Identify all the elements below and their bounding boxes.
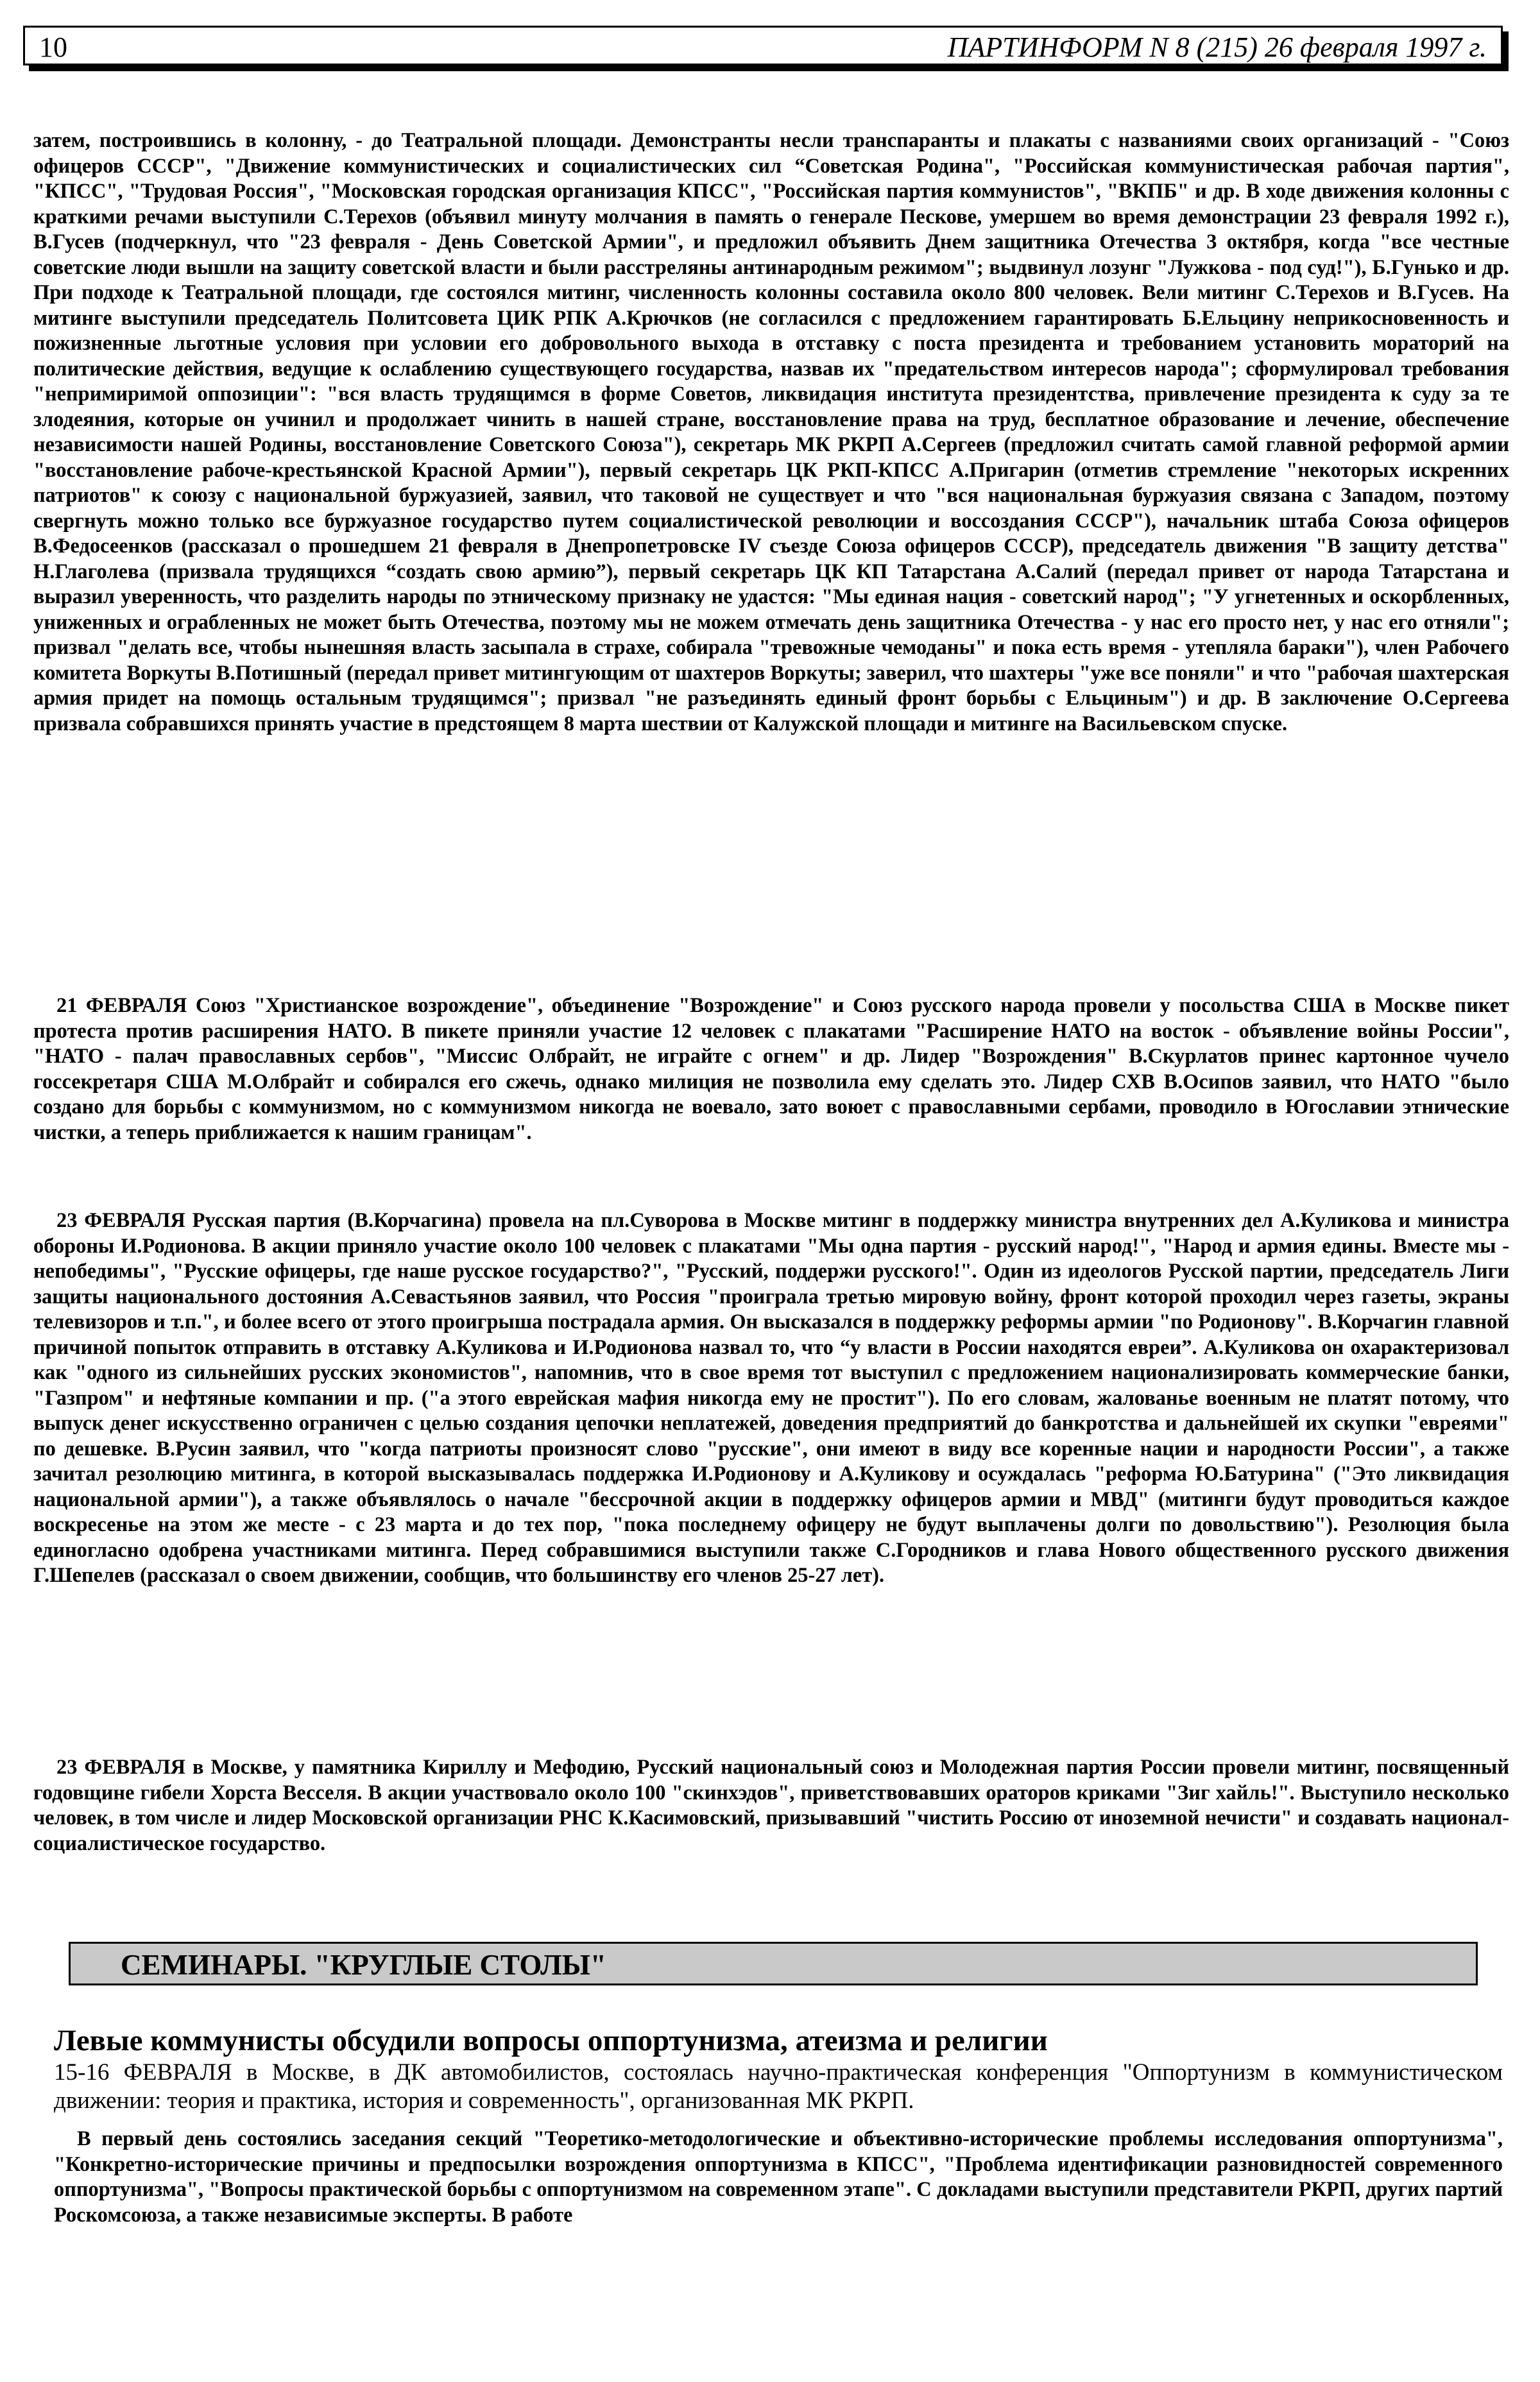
section-title: СЕМИНАРЫ. "КРУГЛЫЕ СТОЛЫ": [121, 1949, 606, 1981]
paragraph-text: 21 ФЕВРАЛЯ Союз "Христианское возрождение", объединение "Возрождение" и Союз русского народа провели у посольства США в Москве пикет протеста против расширения НАТО. В пикете приняли участие 12 человек с плакатами "Расширение НАТО на восток - объявление войны России", "НАТО - палач православных сербов", "Миссис Олбрайт, не играйте с огнем" и др. Лидер "Возрождения" В.Скурлатов принес картонное чучело госсекретаря США М.Олбрайт и собирался его сжечь, однако милиция не позволила ему сделать это. Лидер СХВ В.Осипов заявил, что НАТО "было создано для борьбы с коммунизмом, но с коммунизмом никогда не воевало, зато воюет с православными сербами, проводило в Югославии этнические чистки, а теперь приближается к нашим границам".: [33, 994, 1509, 1144]
issue-title: ПАРТИНФОРМ N 8 (215) 26 февраля 1997 г.: [947, 31, 1487, 63]
section-banner: [69, 1942, 1478, 1985]
article-body-text: В первый день состоялись заседания секций "Теоретико-методологические и объективно-исторические проблемы исследования оппортунизма", "Конкретно-исторические причины и предпосылки возрождения оппортунизма в КПСС", "Проблема идентификации разновидностей современного оппортунизма", "Вопросы практической борьбы с оппортунизмом на современном этапе". С докладами выступили представители РКРП, других партий Роскомсоюза, а также независимые эксперты. В работе: [54, 2127, 1503, 2227]
paragraph-text: 23 ФЕВРАЛЯ Русская партия (В.Корчагина) провела на пл.Суворова в Москве митинг в поддержку министра внутренних дел А.Куликова и министра обороны И.Родионова. В акции приняло участие около 100 человек с плакатами "Мы одна партия - русский народ!", "Народ и армия едины. Вместе мы - непобедимы", "Русские офицеры, где наше русское государство?", "Русский, поддержи русского!". Один из идеологов Русской партии, председатель Лиги защиты национального достояния А.Севастьянов заявил, что Россия "проиграла третью мировую войну, фронт которой проходил через газеты, экраны телевизоров и т.п.", и более всего от этого проигрыша пострадала армия. Он высказался в поддержку реформы армии "по Родионову". В.Корчагин главной причиной попыток отправить в отставку А.Куликова и И.Родионова назвал то, что “у власти в России находятся евреи”. А.Куликова он охарактеризовал как "одного из сильнейших русских экономистов", напомнив, что в свое время тот выступил с предложением национализировать коммерческие банки, "Газпром" и нефтяные компании и пр. ("а этого еврейская мафия никогда ему не простит"). По его словам, жалованье военным не платят потому, что выпуск денег искусственно ограничен с целью создания цепочки неплатежей, доведения предприятий до банкротства и дальнейшей их скупки "евреями" по дешевке. В.Русин заявил, что "когда патриоты произносят слово "русские", они имеют в виду все коренные нации и народности России", а также зачитал резолюцию митинга, в которой высказывалась поддержка И.Родионову и А.Куликову и осуждалась "реформа Ю.Батурина" ("Это ликвидация национальной армии"), а также объявлялось о начале "бессрочной акции в поддержку офицеров армии и МВД" (митинги будут проводиться каждое воскресенье на этом же месте - с 23 марта и до тех пор, "пока последнему офицеру не будут выплачены долги по довольствию"). Резолюция была единогласно одобрена участниками митинга. Перед собравшимися выступили также С.Городников и глава Нового общественного русского движения Г.Шепелев (рассказал о своем движении, сообщив, что большинству его членов 25-27 лет).: [33, 1209, 1509, 1587]
article-lede: [54, 2059, 1503, 2115]
page-number: 10: [39, 31, 67, 63]
lede-text: 15-16 ФЕВРАЛЯ в Москве, в ДК автомобилистов, состоялась научно-практическая конференция "Оппортунизм в коммунистическом движении: теория и практика, история и современность", организованная МК РКРП.: [54, 2059, 1503, 2114]
article-body: [54, 2127, 1503, 2228]
report-paragraph-feb23-rns: [33, 1755, 1509, 1856]
report-paragraph-feb21: [33, 993, 1509, 1145]
page-header: [23, 26, 1503, 65]
paragraph-text: 23 ФЕВРАЛЯ в Москве, у памятника Кириллу и Мефодию, Русский национальный союз и Молодежная партия России провели митинг, посвященный годовщине гибели Хорста Весселя. В акции участвовало около 100 "скинхэдов", приветствовавших ораторов криками "Зиг хайль!". Выступило несколько человек, в том числе и лидер Московской организации РНС К.Касимовский, призывавший "чистить Россию от иноземной нечисти" и создавать национал-социалистическое государство.: [33, 1756, 1509, 1855]
report-paragraph-continued: [33, 128, 1509, 737]
report-paragraph-feb23-russian-party: [33, 1208, 1509, 1589]
article-headline: Левые коммунисты обсудили вопросы оппортунизма, атеизма и религии: [54, 2024, 1048, 2057]
paragraph-text: затем, построившись в колонну, - до Театральной площади. Демонстранты несли транспаранты и плакаты с названиями своих организаций - "Союз офицеров СССР", "Движение коммунистических и социалистических сил “Советская Родина", "Российская коммунистическая рабочая партия", "КПСС", "Трудовая Россия", "Московская городская организация КПСС", "Российская партия коммунистов", "ВКПБ" и др. В ходе движения колонны с краткими речами выступили С.Терехов (объявил минуту молчания в память о генерале Пескове, умершем во время демонстрации 23 февраля 1992 г.), В.Гусев (подчеркнул, что "23 февраля - День Советской Армии", и предложил объявить Днем защитника Отечества 3 октября, когда "все честные советские люди вышли на защиту советской власти и были расстреляны антинародным режимом"; выдвинул лозунг "Лужкова - под суд!"), Б.Гунько и др. При подходе к Театральной площади, где состоялся митинг, численность колонны составила около 800 человек. Вели митинг С.Терехов и В.Гусев. На митинге выступили председатель Политсовета ЦИК РПК А.Крючков (не согласился с предложением гарантировать Б.Ельцину неприкосновенность и пожизненные льготные условия при условии его добровольного выхода в отставку с поста президента и требованием установить мораторий на политические действия, ведущие к ослаблению существующего государства, назвав их "предательством интересов народа"; сформулировал требования "непримиримой оппозиции": "вся власть трудящимся в форме Советов, ликвидация института президентства, привлечение президента к суду за те злодеяния, которые он учинил и продолжает чинить в нашей стране, восстановление права на труд, бесплатное образование и лечение, обеспечение независимости нашей Родины, восстановление Советского Союза"), секретарь МК РКРП А.Сергеев (предложил считать самой главной реформой армии "восстановление рабоче-крестьянской Красной Армии"), первый секретарь ЦК РКП-КПСС А.Пригарин (отметив стремление "некоторых искренних патриотов" к союзу с национальной буржуазией, заявил, что таковой не существует и что "вся национальная буржуазия связана с Западом, поэтому свергнуть можно только все буржуазное государство путем социалистической революции и воссоздания СССР"), начальник штаба Союза офицеров В.Федосеенков (рассказал о прошедшем 21 февраля в Днепропетровске IV съезде Союза офицеров СССР), председатель движения "В защиту детства" Н.Глаголева (призвала трудящихся “создать свою армию”), первый секретарь ЦК КП Татарстана А.Салий (передал привет от народа Татарстана и выразил уверенность, что разделить народы по этническому признаку не удастся: "Мы единая нация - советский народ"; "У угнетенных и оскорбленных, униженных и ограбленных не может быть Отечества, поэтому мы не можем отмечать день защитника Отечества - у нас его просто нет, у нас его отняли"; призвал "делать все, чтобы нынешняя власть засыпала в страхе, собирала "тревожные чемоданы" и пока есть время - утепляла бараки"), член Рабочего комитета Воркуты В.Потишный (передал привет митингующим от шахтеров Воркуты; заверил, что шахтеры "уже все поняли" и что "рабочая шахтерская армия придет на помощь остальным трудящимся"; призвал "не разъединять единый фронт борьбы с Ельциным") и др. В заключение О.Сергеева призвала собравшихся принять участие в предстоящем 8 марта шествии от Калужской площади и митинге на Васильевском спуске.: [33, 129, 1509, 735]
